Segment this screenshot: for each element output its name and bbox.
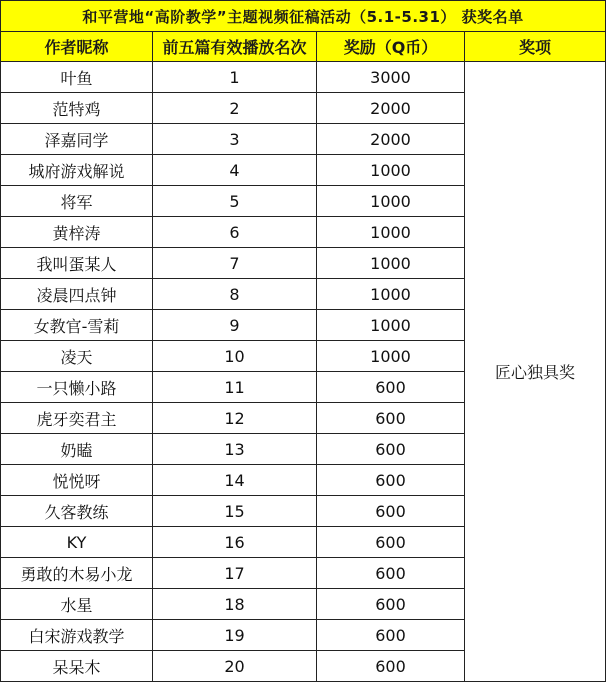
cell-name: 凌天 — [1, 341, 153, 372]
cell-reward: 1000 — [317, 217, 465, 248]
cell-name: 黄梓涛 — [1, 217, 153, 248]
cell-name: 叶鱼 — [1, 62, 153, 93]
cell-name: 奶瞌 — [1, 434, 153, 465]
cell-reward: 600 — [317, 589, 465, 620]
cell-rank: 5 — [153, 186, 317, 217]
header-award: 奖项 — [465, 32, 606, 62]
cell-rank: 16 — [153, 527, 317, 558]
cell-reward: 600 — [317, 496, 465, 527]
cell-rank: 8 — [153, 279, 317, 310]
cell-reward: 1000 — [317, 186, 465, 217]
cell-reward: 600 — [317, 527, 465, 558]
cell-reward: 600 — [317, 558, 465, 589]
cell-name: 悦悦呀 — [1, 465, 153, 496]
cell-reward: 1000 — [317, 279, 465, 310]
cell-name: 将军 — [1, 186, 153, 217]
header-reward: 奖励（Q币） — [317, 32, 465, 62]
cell-rank: 14 — [153, 465, 317, 496]
cell-reward: 600 — [317, 465, 465, 496]
table-title: 和平营地“高阶教学”主题视频征稿活动（5.1-5.31） 获奖名单 — [1, 1, 606, 32]
cell-reward: 1000 — [317, 248, 465, 279]
cell-rank: 7 — [153, 248, 317, 279]
cell-rank: 10 — [153, 341, 317, 372]
cell-rank: 17 — [153, 558, 317, 589]
table-row — [1, 62, 606, 93]
cell-reward: 1000 — [317, 310, 465, 341]
header-name: 作者昵称 — [1, 32, 153, 62]
cell-reward: 1000 — [317, 341, 465, 372]
cell-rank: 15 — [153, 496, 317, 527]
cell-rank: 11 — [153, 372, 317, 403]
cell-rank: 3 — [153, 124, 317, 155]
cell-rank: 4 — [153, 155, 317, 186]
cell-rank: 9 — [153, 310, 317, 341]
cell-rank: 6 — [153, 217, 317, 248]
cell-reward: 600 — [317, 372, 465, 403]
cell-reward: 600 — [317, 651, 465, 682]
cell-reward: 600 — [317, 403, 465, 434]
cell-name: 范特鸡 — [1, 93, 153, 124]
cell-name: 凌晨四点钟 — [1, 279, 153, 310]
cell-rank: 20 — [153, 651, 317, 682]
cell-reward: 600 — [317, 434, 465, 465]
cell-name: KY — [1, 527, 153, 558]
cell-name: 我叫蛋某人 — [1, 248, 153, 279]
cell-name: 久客教练 — [1, 496, 153, 527]
cell-name: 城府游戏解说 — [1, 155, 153, 186]
award-name-cell: 匠心独具奖 — [465, 62, 606, 682]
cell-name: 一只懒小路 — [1, 372, 153, 403]
cell-rank: 18 — [153, 589, 317, 620]
cell-name: 泽嘉同学 — [1, 124, 153, 155]
cell-rank: 1 — [153, 62, 317, 93]
cell-reward: 1000 — [317, 155, 465, 186]
cell-name: 虎牙奕君主 — [1, 403, 153, 434]
cell-rank: 2 — [153, 93, 317, 124]
cell-reward: 3000 — [317, 62, 465, 93]
cell-reward: 2000 — [317, 124, 465, 155]
header-row — [1, 32, 606, 62]
cell-rank: 12 — [153, 403, 317, 434]
cell-reward: 2000 — [317, 93, 465, 124]
cell-reward: 600 — [317, 620, 465, 651]
cell-rank: 13 — [153, 434, 317, 465]
cell-rank: 19 — [153, 620, 317, 651]
cell-name: 呆呆木 — [1, 651, 153, 682]
cell-name: 女教官-雪莉 — [1, 310, 153, 341]
cell-name: 白宋游戏教学 — [1, 620, 153, 651]
title-row — [1, 1, 606, 32]
cell-name: 水星 — [1, 589, 153, 620]
header-rank: 前五篇有效播放名次 — [153, 32, 317, 62]
cell-name: 勇敢的木易小龙 — [1, 558, 153, 589]
